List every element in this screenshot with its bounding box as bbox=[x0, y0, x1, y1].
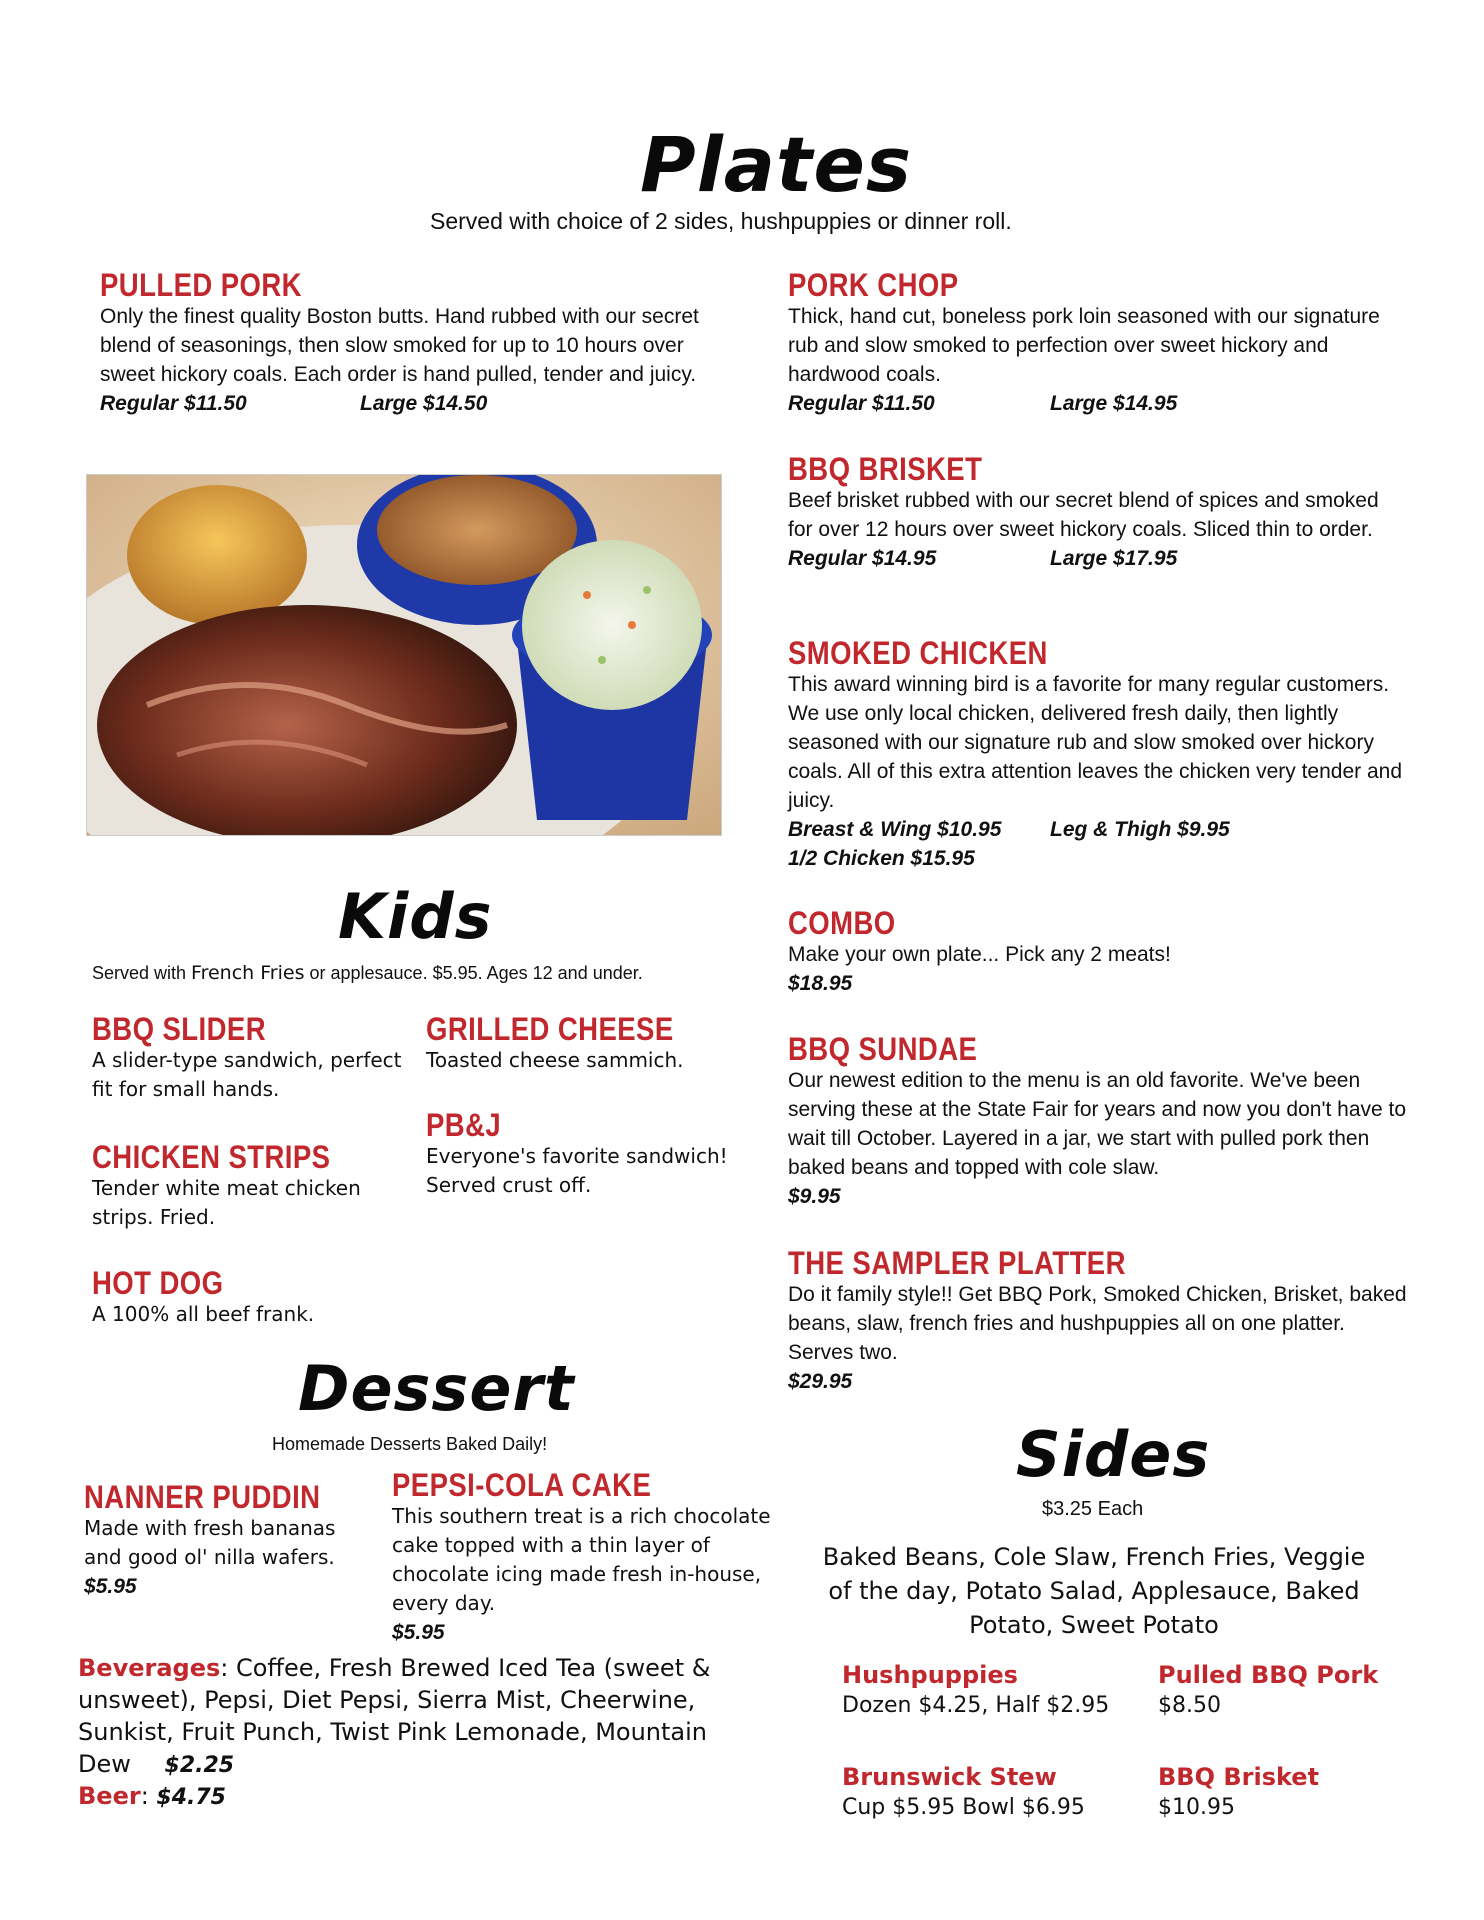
kids-item-chicken-strips bbox=[92, 1140, 412, 1232]
price-breast-wing: Breast & Wing $10.95 bbox=[788, 818, 1002, 841]
kids-item-hot-dog bbox=[92, 1266, 412, 1329]
price-regular: Regular $11.50 bbox=[788, 392, 935, 415]
side-price: $10.95 bbox=[1158, 1795, 1235, 1820]
item-prices bbox=[788, 389, 1408, 418]
kids-title: Kids bbox=[338, 880, 493, 953]
menu-item-smoked-chicken bbox=[788, 636, 1408, 873]
side-name: Brunswick Stew bbox=[842, 1763, 1057, 1791]
item-desc: Only the finest quality Boston butts. Hand rubbed with our secret blend of seasonings, then slow smoked for up to 10 hours over sweet hickory coals. Each order is hand pulled, tender and juicy. bbox=[100, 305, 699, 386]
menu-item-pork-chop bbox=[788, 268, 1408, 418]
beverages-label: Beverages bbox=[78, 1654, 221, 1682]
item-name: PULLED PORK bbox=[100, 267, 302, 303]
menu-item-pulled-pork bbox=[100, 268, 700, 418]
side-price: Dozen $4.25, Half $2.95 bbox=[842, 1693, 1110, 1718]
item-name: NANNER PUDDIN bbox=[84, 1479, 321, 1515]
sides-subtitle: $3.25 Each bbox=[1042, 1498, 1144, 1520]
kids-item-bbq-slider bbox=[92, 1012, 402, 1104]
kids-subtitle-b: French Fries bbox=[191, 962, 305, 984]
item-name: COMBO bbox=[788, 905, 896, 941]
dessert-item-pepsi-cola-cake bbox=[392, 1468, 772, 1647]
beverages-block bbox=[78, 1652, 758, 1812]
beverages-list: : Coffee, Fresh Brewed Iced Tea (sweet & unsweet), Pepsi, Diet Pepsi, Sierra Mist, Cheerwine, Sunkist, Fruit Punch, Twist Pink Lemonade, Mountain Dew bbox=[78, 1654, 711, 1778]
item-name: PORK CHOP bbox=[788, 267, 959, 303]
item-prices bbox=[788, 815, 1408, 844]
side-item-hushpuppies bbox=[842, 1660, 1152, 1722]
price-large: Large $14.50 bbox=[360, 392, 488, 415]
item-name: CHICKEN STRIPS bbox=[92, 1139, 331, 1175]
item-desc: Our newest edition to the menu is an old favorite. We've been serving these at the State Fair for years and now you don't have to wait till October. Layered in a jar, we start with pulled pork then baked beans and topped with cole slaw. bbox=[788, 1069, 1407, 1179]
side-name: Hushpuppies bbox=[842, 1661, 1018, 1689]
item-name: PB&J bbox=[426, 1107, 502, 1143]
beer-label: Beer bbox=[78, 1782, 141, 1810]
item-desc: This award winning bird is a favorite for many regular customers. We use only local chicken, delivered fresh daily, then lightly seasoned with our signature rub and slow smoked over hickory coals. All of this extra attention leaves the chicken very tender and juicy. bbox=[788, 673, 1403, 812]
item-desc: A slider-type sandwich, perfect fit for small hands. bbox=[92, 1048, 402, 1101]
item-desc: Made with fresh bananas and good ol' nilla wafers. bbox=[84, 1516, 336, 1569]
item-name: PEPSI-COLA CAKE bbox=[392, 1467, 652, 1503]
kids-subtitle-c: or applesauce. $5.95. Ages 12 and under. bbox=[304, 963, 643, 983]
item-desc: Toasted cheese sammich. bbox=[426, 1048, 684, 1072]
side-item-bbq-brisket bbox=[1158, 1762, 1418, 1824]
menu-item-bbq-sundae bbox=[788, 1032, 1408, 1211]
side-item-pulled-bbq-pork bbox=[1158, 1660, 1418, 1722]
plates-title: Plates bbox=[640, 120, 913, 209]
price-regular: Regular $11.50 bbox=[100, 392, 247, 415]
item-price: $9.95 bbox=[788, 1185, 841, 1208]
item-price: $29.95 bbox=[788, 1370, 853, 1393]
dessert-title: Dessert bbox=[298, 1352, 575, 1425]
dessert-subtitle: Homemade Desserts Baked Daily! bbox=[272, 1434, 548, 1454]
item-name: HOT DOG bbox=[92, 1265, 224, 1301]
price-large: Large $17.95 bbox=[1050, 547, 1178, 570]
menu-item-combo bbox=[788, 906, 1408, 998]
item-desc: This southern treat is a rich chocolate cake topped with a thin layer of chocolate icing made fresh in-house, every day. bbox=[392, 1504, 771, 1615]
item-prices bbox=[100, 389, 700, 418]
item-desc: A 100% all beef frank. bbox=[92, 1302, 315, 1326]
item-prices bbox=[788, 544, 1408, 573]
item-desc: Make your own plate... Pick any 2 meats! bbox=[788, 943, 1171, 966]
plates-subtitle: Served with choice of 2 sides, hushpuppies or dinner roll. bbox=[430, 208, 1012, 234]
bbq-plate-photo bbox=[86, 474, 722, 836]
item-name: GRILLED CHEESE bbox=[426, 1011, 674, 1047]
price-large: Large $14.95 bbox=[1050, 392, 1178, 415]
kids-item-pbj bbox=[426, 1108, 736, 1200]
kids-subtitle-a: Served with bbox=[92, 963, 192, 983]
item-desc: Do it family style!! Get BBQ Pork, Smoked Chicken, Brisket, baked beans, slaw, french fries and hushpuppies all on one platter. Serves two. bbox=[788, 1283, 1407, 1364]
price-leg-thigh: Leg & Thigh $9.95 bbox=[1050, 818, 1230, 841]
item-price: $18.95 bbox=[788, 972, 853, 995]
item-name: SMOKED CHICKEN bbox=[788, 635, 1048, 671]
price-regular: Regular $14.95 bbox=[788, 547, 937, 570]
side-name: BBQ Brisket bbox=[1158, 1763, 1320, 1791]
item-name: BBQ SLIDER bbox=[92, 1011, 267, 1047]
sides-title: Sides bbox=[1016, 1418, 1211, 1491]
side-price: $8.50 bbox=[1158, 1693, 1221, 1718]
item-desc: Beef brisket rubbed with our secret blend of spices and smoked for over 12 hours over sweet hickory coals. Sliced thin to order. bbox=[788, 489, 1379, 541]
item-desc: Thick, hand cut, boneless pork loin seasoned with our signature rub and slow smoked to perfection over sweet hickory and hardwood coals. bbox=[788, 305, 1380, 386]
item-desc: Everyone's favorite sandwich! Served crust off. bbox=[426, 1144, 728, 1197]
kids-subtitle bbox=[92, 962, 643, 984]
beverages-price: $2.25 bbox=[164, 1753, 235, 1778]
menu-item-bbq-brisket bbox=[788, 452, 1408, 573]
item-desc: Tender white meat chicken strips. Fried. bbox=[92, 1176, 361, 1229]
price-half-chicken: 1/2 Chicken $15.95 bbox=[788, 847, 975, 870]
menu-item-sampler-platter bbox=[788, 1246, 1408, 1396]
item-name: BBQ SUNDAE bbox=[788, 1031, 978, 1067]
side-name: Pulled BBQ Pork bbox=[1158, 1661, 1379, 1689]
side-item-brunswick-stew bbox=[842, 1762, 1152, 1824]
beer-colon: : bbox=[140, 1782, 157, 1810]
item-name: BBQ BRISKET bbox=[788, 451, 983, 487]
item-price: $5.95 bbox=[84, 1575, 137, 1598]
item-name: THE SAMPLER PLATTER bbox=[788, 1245, 1126, 1281]
side-price: Cup $5.95 Bowl $6.95 bbox=[842, 1795, 1085, 1820]
item-price: $5.95 bbox=[392, 1621, 445, 1644]
kids-item-grilled-cheese bbox=[426, 1012, 736, 1075]
beer-price: $4.75 bbox=[156, 1785, 226, 1810]
dessert-item-nanner-puddin bbox=[84, 1480, 374, 1601]
sides-list: Baked Beans, Cole Slaw, French Fries, Veggie of the day, Potato Salad, Applesauce, Baked Potato, Sweet Potato bbox=[822, 1543, 1366, 1639]
